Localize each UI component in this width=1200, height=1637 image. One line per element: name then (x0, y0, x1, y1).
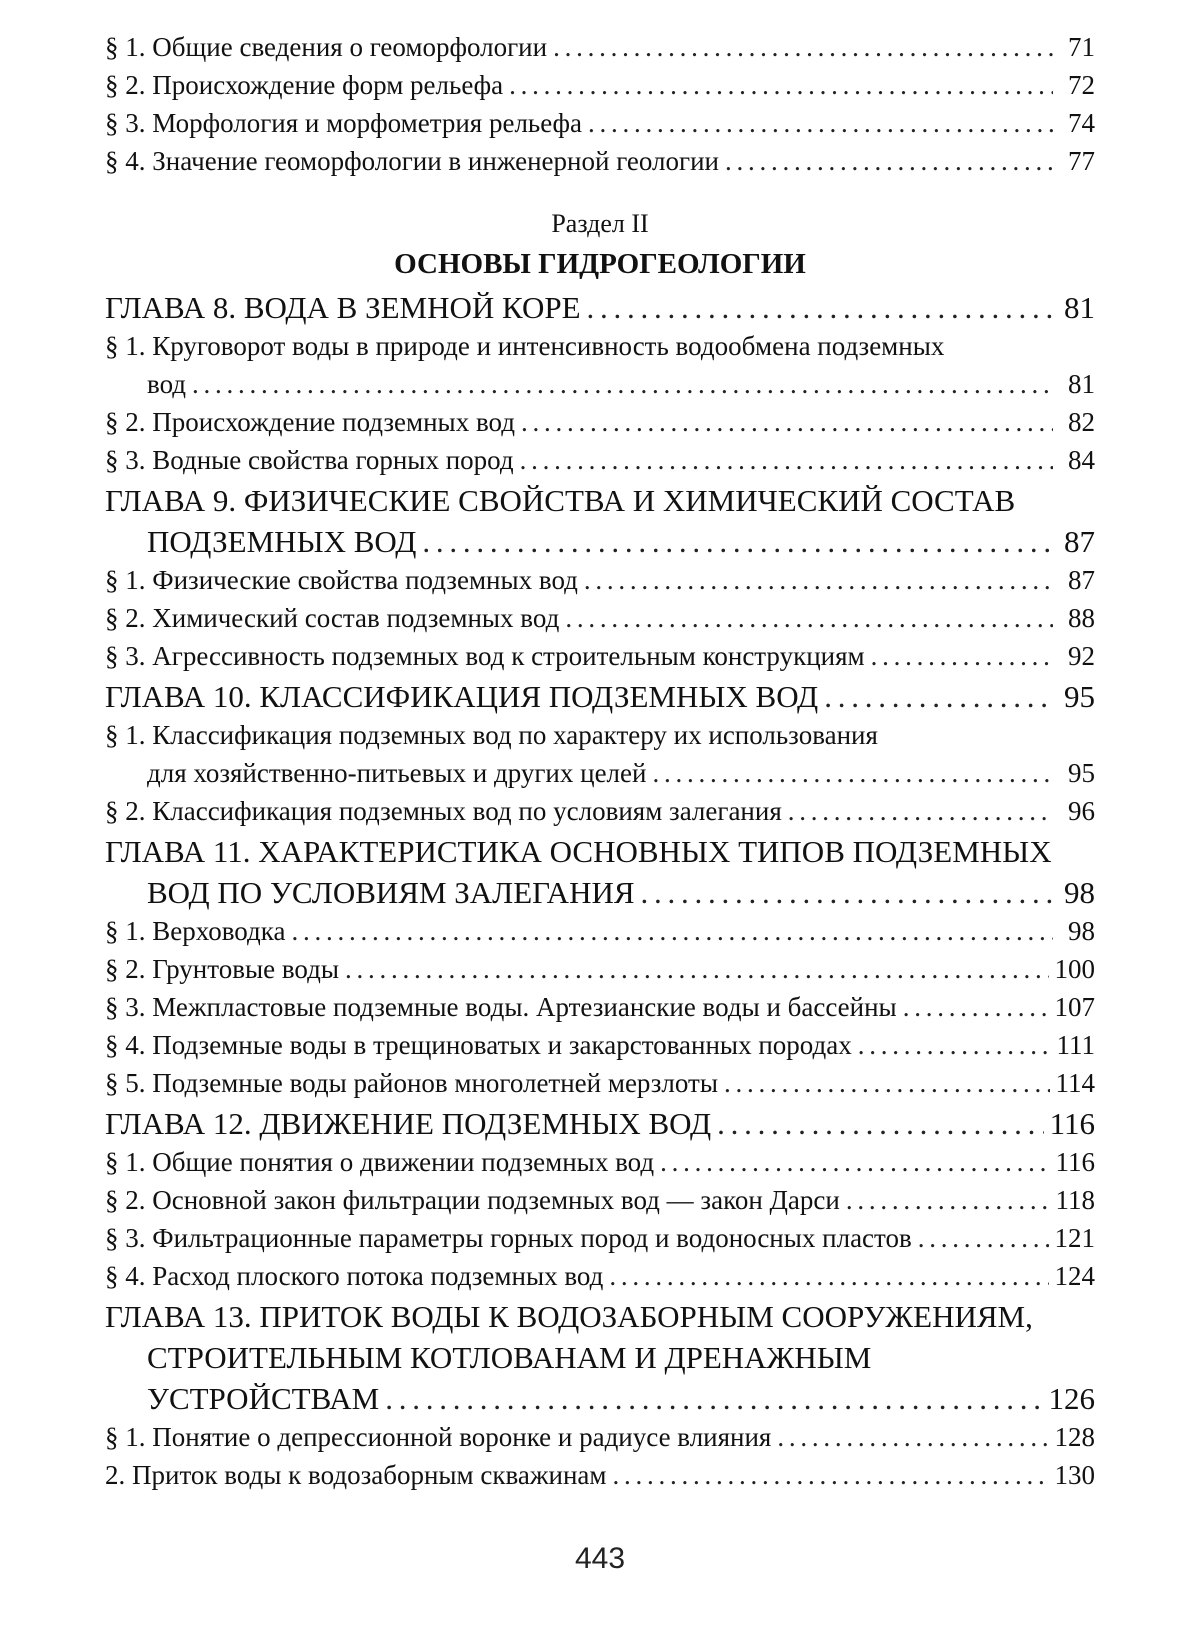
dot-leader (345, 956, 1049, 983)
toc-entry (105, 760, 1095, 798)
chapter-entry (105, 681, 1095, 722)
toc-entry-page: 124 (1054, 1261, 1095, 1291)
dot-leader (724, 1070, 1050, 1097)
chapter-title: ПОДЗЕМНЫХ ВОД (147, 524, 417, 559)
toc-entry-text: § 4. Значение геоморфологии в инженерной геологии (105, 146, 719, 176)
dot-leader (725, 148, 1053, 175)
toc-entry-text: § 1. Общие сведения о геоморфологии (105, 32, 548, 62)
toc-entry-page: 72 (1068, 70, 1095, 100)
toc-entry-page: 100 (1054, 954, 1095, 984)
toc-entry (105, 148, 1095, 186)
toc-entry (105, 643, 1095, 681)
chapter-title: ГЛАВА 10. КЛАССИФИКАЦИЯ ПОДЗЕМНЫХ ВОД (105, 679, 819, 714)
toc-entry (105, 798, 1095, 836)
dot-leader (660, 1149, 1049, 1176)
dot-leader (609, 1263, 1048, 1290)
part-label: Раздел II (551, 209, 649, 238)
toc-entry-page: 96 (1068, 796, 1095, 826)
toc-entry-page: 116 (1055, 1147, 1095, 1177)
chapter-entry (105, 292, 1095, 333)
toc-entry (105, 371, 1095, 409)
toc-entry (105, 1070, 1095, 1108)
toc-entry (105, 447, 1095, 485)
toc-entry-page: 107 (1054, 992, 1095, 1022)
toc-entry-text: § 2. Классификация подземных вод по условиям залегания (105, 796, 782, 826)
toc-entry-text: вод (147, 369, 187, 399)
toc-entry-page: 111 (1056, 1030, 1095, 1060)
toc-entry-text: для хозяйственно-питьевых и других целей (147, 758, 647, 788)
dot-leader (871, 643, 1053, 670)
toc-entry (105, 956, 1095, 994)
toc-entry-page: 121 (1054, 1223, 1095, 1253)
toc-entry (105, 918, 1095, 956)
toc-entry (105, 1462, 1095, 1500)
toc-entry-page: 71 (1068, 32, 1095, 62)
toc-entry (105, 1149, 1095, 1187)
toc-entry (105, 72, 1095, 110)
toc-entry-page: 87 (1068, 565, 1095, 595)
dot-leader (903, 994, 1049, 1021)
dot-leader (553, 34, 1053, 61)
toc-entry (105, 1263, 1095, 1301)
dot-leader (520, 447, 1053, 474)
toc-entry (105, 994, 1095, 1032)
dot-leader (824, 681, 1053, 712)
chapter-page: 81 (1064, 290, 1095, 325)
toc-entry-text: § 1. Классификация подземных вод по характеру их использования (105, 720, 878, 750)
toc-entry-page: 114 (1055, 1068, 1095, 1098)
chapter-entry (105, 877, 1095, 918)
toc-entry-page: 82 (1068, 407, 1095, 437)
chapter-title: СТРОИТЕЛЬНЫМ КОТЛОВАНАМ И ДРЕНАЖНЫМ (147, 1340, 872, 1375)
chapter-title: ГЛАВА 11. ХАРАКТЕРИСТИКА ОСНОВНЫХ ТИПОВ ПОДЗЕМНЫХ (105, 834, 1052, 869)
toc-entry-text: § 1. Общие понятия о движении подземных вод (105, 1147, 655, 1177)
toc-entry (105, 1225, 1095, 1263)
page-number: 443 (574, 1542, 626, 1575)
toc-entry (105, 1424, 1095, 1462)
dot-leader (652, 760, 1053, 787)
toc-entry-text: 2. Приток воды к водозаборным скважинам (105, 1460, 607, 1490)
chapter-title: УСТРОЙСТВАМ (147, 1381, 380, 1416)
dot-leader (192, 371, 1053, 398)
dot-leader (918, 1225, 1049, 1252)
dot-leader (777, 1424, 1048, 1451)
toc-entry-page: 81 (1068, 369, 1095, 399)
toc-entry-text: § 3. Морфология и морфометрия рельефа (105, 108, 583, 138)
toc-entry-page: 118 (1055, 1185, 1095, 1215)
part-title: ОСНОВЫ ГИДРОГЕОЛОГИИ (394, 248, 806, 280)
chapter-page: 95 (1064, 679, 1095, 714)
toc-entry (105, 110, 1095, 148)
dot-leader (641, 877, 1053, 908)
dot-leader (717, 1108, 1043, 1139)
toc-entry (105, 567, 1095, 605)
dot-leader (587, 292, 1053, 323)
toc-entry-text: § 3. Межпластовые подземные воды. Артезианские воды и бассейны (105, 992, 897, 1022)
toc-entry-page: 77 (1068, 146, 1095, 176)
chapter-page: 87 (1064, 524, 1095, 559)
toc-entry-text: § 3. Фильтрационные параметры горных пород и водоносных пластов (105, 1223, 912, 1253)
table-of-contents (105, 34, 1095, 1500)
toc-entry-page: 88 (1068, 603, 1095, 633)
chapter-page: 126 (1048, 1381, 1095, 1416)
toc-entry-text: § 1. Верховодка (105, 916, 286, 946)
toc-entry-text: § 2. Основной закон фильтрации подземных вод — закон Дарси (105, 1185, 840, 1215)
toc-entry-page: 92 (1068, 641, 1095, 671)
dot-leader (422, 526, 1053, 557)
dot-leader (565, 605, 1053, 632)
dot-leader (521, 409, 1053, 436)
toc-entry-text: § 2. Грунтовые воды (105, 954, 339, 984)
chapter-title: ГЛАВА 13. ПРИТОК ВОДЫ К ВОДОЗАБОРНЫМ СООРУЖЕНИЯМ, (105, 1299, 1033, 1334)
toc-entry (105, 1187, 1095, 1225)
chapter-entry (105, 1383, 1095, 1424)
toc-entry-text: § 2. Происхождение форм рельефа (105, 70, 504, 100)
chapter-title: ГЛАВА 12. ДВИЖЕНИЕ ПОДЗЕМНЫХ ВОД (105, 1106, 712, 1141)
chapter-title: ГЛАВА 9. ФИЗИЧЕСКИЕ СВОЙСТВА И ХИМИЧЕСКИЙ СОСТАВ (105, 483, 1016, 518)
toc-entry-text: § 2. Происхождение подземных вод (105, 407, 515, 437)
toc-entry-text: § 4. Расход плоского потока подземных вод (105, 1261, 604, 1291)
dot-leader (588, 110, 1053, 137)
dot-leader (858, 1032, 1051, 1059)
toc-entry-page: 130 (1054, 1460, 1095, 1490)
chapter-entry (105, 1108, 1095, 1149)
toc-entry-page: 98 (1068, 916, 1095, 946)
chapter-entry (105, 526, 1095, 567)
toc-entry-text: § 2. Химический состав подземных вод (105, 603, 560, 633)
toc-entry-text: § 1. Физические свойства подземных вод (105, 565, 578, 595)
chapter-title: ГЛАВА 8. ВОДА В ЗЕМНОЙ КОРЕ (105, 290, 581, 325)
toc-entry-text: § 3. Водные свойства горных пород (105, 445, 514, 475)
toc-entry-text: § 3. Агрессивность подземных вод к строительным конструкциям (105, 641, 865, 671)
dot-leader (385, 1383, 1042, 1414)
toc-entry-text: § 1. Понятие о депрессионной воронке и радиусе влияния (105, 1422, 772, 1452)
toc-entry-page: 84 (1068, 445, 1095, 475)
toc-entry-text: § 1. Круговорот воды в природе и интенсивность водообмена подземных (105, 331, 945, 361)
chapter-page: 98 (1064, 875, 1095, 910)
dot-leader (788, 798, 1053, 825)
toc-entry-text: § 5. Подземные воды районов многолетней мерзлоты (105, 1068, 718, 1098)
toc-entry-page: 95 (1068, 758, 1095, 788)
dot-leader (846, 1187, 1050, 1214)
dot-leader (584, 567, 1053, 594)
toc-entry-page: 128 (1054, 1422, 1095, 1452)
chapter-title: ВОД ПО УСЛОВИЯМ ЗАЛЕГАНИЯ (147, 875, 635, 910)
dot-leader (291, 918, 1053, 945)
toc-entry (105, 605, 1095, 643)
toc-entry-text: § 4. Подземные воды в трещиноватых и закарстованных породах (105, 1030, 852, 1060)
dot-leader (509, 72, 1053, 99)
chapter-page: 116 (1049, 1106, 1095, 1141)
toc-entry-page: 74 (1068, 108, 1095, 138)
dot-leader (612, 1462, 1048, 1489)
toc-entry (105, 1032, 1095, 1070)
toc-entry (105, 409, 1095, 447)
toc-entry (105, 34, 1095, 72)
